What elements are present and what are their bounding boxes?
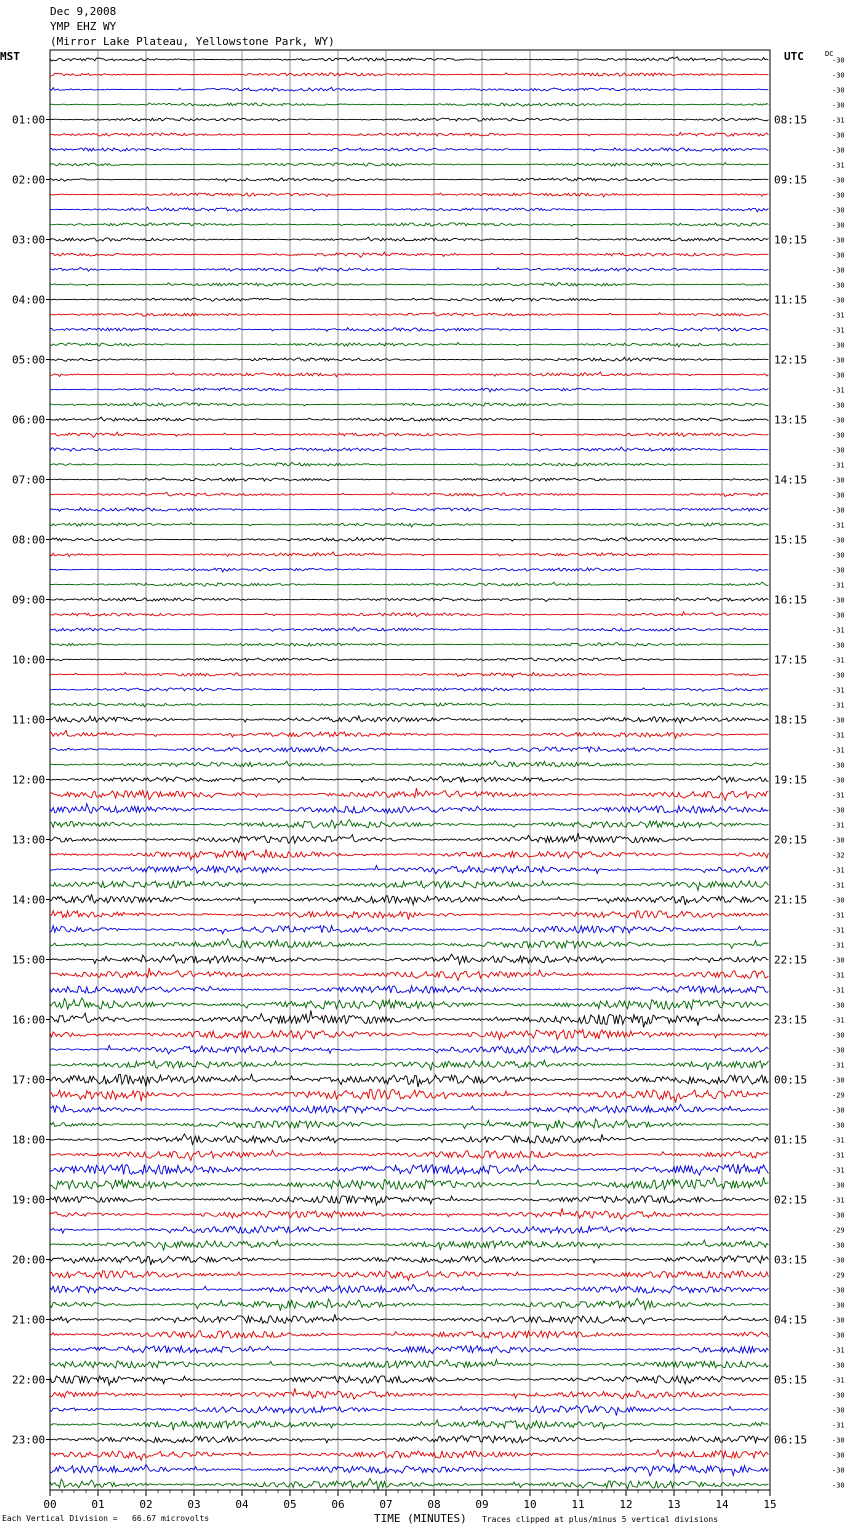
mst-time-label: 04:00	[12, 293, 46, 307]
seismic-trace	[50, 1464, 768, 1476]
seismic-trace	[50, 1196, 768, 1205]
seismic-trace	[50, 939, 768, 949]
seismic-trace	[50, 1331, 768, 1338]
utc-time-label: 14:15	[774, 473, 808, 487]
seismic-trace	[50, 568, 768, 572]
dc-offset-label: -30	[832, 176, 845, 185]
seismic-trace	[50, 57, 768, 61]
dc-offset-label: -30	[832, 1181, 845, 1190]
dc-offset-label: -30	[832, 1301, 845, 1310]
utc-time-label: 17:15	[774, 653, 808, 667]
seismic-trace	[50, 372, 768, 377]
mst-time-label: 15:00	[12, 953, 46, 967]
mst-time-label: 20:00	[12, 1253, 46, 1267]
dc-offset-label: -31	[832, 746, 845, 755]
utc-time-label: 12:15	[774, 353, 808, 367]
dc-offset-label: -31	[832, 1346, 845, 1355]
dc-offset-label: -30	[832, 611, 845, 620]
dc-offset-label: -30	[832, 1241, 845, 1250]
dc-offset-label: -30	[832, 1331, 845, 1340]
seismic-trace	[50, 658, 768, 662]
clip-note: Traces clipped at plus/minus 5 vertical divisions	[482, 1515, 719, 1524]
dc-offset-label: -30	[832, 1046, 845, 1055]
dc-offset-label: -30	[832, 341, 845, 350]
utc-time-label: 16:15	[774, 593, 808, 607]
seismic-trace	[50, 747, 768, 753]
dc-offset-label: -30	[832, 446, 845, 455]
seismic-trace	[50, 703, 768, 707]
x-tick-label: 12	[619, 1498, 633, 1511]
x-tick-label: 02	[139, 1498, 153, 1511]
seismic-trace	[50, 447, 768, 451]
seismic-trace	[50, 1388, 768, 1399]
dc-offset-label: -31	[832, 461, 845, 470]
dc-offset-label: -30	[832, 131, 845, 140]
seismic-trace	[50, 1150, 768, 1160]
dc-offset-label: -31	[832, 326, 845, 335]
mst-time-label: 06:00	[12, 413, 46, 427]
seismic-trace	[50, 403, 768, 406]
utc-time-label: 01:15	[774, 1133, 808, 1147]
utc-time-label: 00:15	[774, 1073, 808, 1087]
dc-offset-label: -30	[832, 506, 845, 515]
seismic-trace	[50, 1030, 768, 1040]
seismic-trace	[50, 132, 768, 136]
seismic-trace	[50, 148, 768, 152]
dc-offset-label: -30	[832, 1121, 845, 1130]
x-tick-label: 13	[667, 1498, 681, 1511]
seismic-trace	[50, 1177, 768, 1189]
dc-offset-label: -30	[832, 641, 845, 650]
seismic-trace	[50, 598, 768, 602]
seismic-trace	[50, 492, 768, 496]
dc-offset-label: -30	[832, 1481, 845, 1490]
dc-offset-label: -31	[832, 1136, 845, 1145]
seismic-trace	[50, 1298, 768, 1310]
dc-offset-label: -30	[832, 146, 845, 155]
utc-time-label: 18:15	[774, 713, 808, 727]
seismic-trace	[50, 478, 768, 481]
mst-time-label: 03:00	[12, 233, 46, 247]
seismic-trace	[50, 1074, 768, 1087]
x-tick-label: 04	[235, 1498, 249, 1511]
seismic-trace	[50, 432, 768, 437]
seismic-trace	[50, 178, 768, 182]
dc-offset-label: -31	[832, 821, 845, 830]
dc-offset-label: -31	[832, 626, 845, 635]
x-axis-title: TIME (MINUTES)	[374, 1512, 467, 1525]
seismic-trace	[50, 761, 768, 767]
seismic-trace	[50, 163, 768, 167]
mst-time-label: 09:00	[12, 593, 46, 607]
seismic-trace	[50, 1256, 768, 1265]
dc-offset-label: -30	[832, 1106, 845, 1115]
mst-time-label: 16:00	[12, 1013, 46, 1027]
utc-time-label: 06:15	[774, 1433, 808, 1447]
x-tick-label: 07	[379, 1498, 393, 1511]
utc-time-label: 04:15	[774, 1313, 808, 1327]
seismic-trace	[50, 986, 768, 993]
dc-offset-label: -30	[832, 1466, 845, 1475]
seismic-trace	[50, 1314, 768, 1324]
x-tick-label: 01	[91, 1498, 105, 1511]
dc-offset-label: -30	[832, 776, 845, 785]
x-tick-label: 14	[715, 1498, 729, 1511]
dc-offset-label: -30	[832, 1031, 845, 1040]
utc-time-label: 05:15	[774, 1373, 808, 1387]
seismic-trace	[50, 820, 768, 829]
dc-offset-label: -30	[832, 1211, 845, 1220]
dc-offset-label: -30	[832, 836, 845, 845]
mst-time-label: 02:00	[12, 173, 46, 187]
dc-offset-label: -30	[832, 281, 845, 290]
dc-offset-label: -30	[832, 896, 845, 905]
dc-offset-label: -32	[832, 851, 845, 860]
dc-offset-label: -30	[832, 251, 845, 260]
x-tick-label: 11	[571, 1498, 585, 1511]
dc-offset-label: -31	[832, 791, 845, 800]
utc-time-label: 13:15	[774, 413, 808, 427]
seismic-trace	[50, 881, 768, 891]
seismic-trace	[50, 237, 768, 241]
dc-offset-label: -30	[832, 71, 845, 80]
dc-offset-title: DC	[825, 50, 834, 58]
mst-time-label: 14:00	[12, 893, 46, 907]
dc-offset-label: -31	[832, 911, 845, 920]
dc-offset-label: -30	[832, 956, 845, 965]
dc-offset-label: -30	[832, 566, 845, 575]
seismic-trace	[50, 1359, 768, 1368]
dc-offset-label: -30	[832, 401, 845, 410]
seismic-trace	[50, 926, 768, 934]
dc-offset-label: -31	[832, 311, 845, 320]
x-tick-label: 08	[427, 1498, 441, 1511]
seismic-trace	[50, 1479, 768, 1490]
utc-time-label: 02:15	[774, 1193, 808, 1207]
mst-time-label: 18:00	[12, 1133, 46, 1147]
scale-note: Each Vertical Division = 66.67 microvolts	[2, 1514, 210, 1523]
seismic-trace	[50, 612, 768, 617]
utc-time-label: 10:15	[774, 233, 808, 247]
seismic-trace	[50, 804, 768, 813]
dc-offset-label: -30	[832, 1286, 845, 1295]
dc-offset-label: -30	[832, 206, 845, 215]
seismic-trace	[50, 716, 768, 723]
dc-offset-label: -30	[832, 476, 845, 485]
dc-offset-label: -30	[832, 221, 845, 230]
dc-offset-label: -30	[832, 236, 845, 245]
seismic-trace	[50, 1010, 768, 1027]
dc-offset-label: -31	[832, 116, 845, 125]
seismic-trace	[50, 1450, 768, 1461]
dc-offset-label: -31	[832, 686, 845, 695]
seismic-trace	[50, 849, 768, 860]
seismic-trace	[50, 1060, 768, 1070]
seismic-trace	[50, 788, 768, 800]
mst-time-label: 08:00	[12, 533, 46, 547]
seismic-trace	[50, 730, 768, 738]
dc-offset-label: -31	[832, 1016, 845, 1025]
dc-offset-label: -30	[832, 761, 845, 770]
seismic-trace	[50, 1420, 768, 1430]
seismic-trace	[50, 1089, 768, 1102]
mst-time-label: 17:00	[12, 1073, 46, 1087]
seismic-trace	[50, 1119, 768, 1131]
seismic-trace	[50, 582, 768, 586]
dc-offset-label: -31	[832, 866, 845, 875]
dc-offset-label: -31	[832, 1196, 845, 1205]
seismic-trace	[50, 1271, 768, 1281]
utc-time-label: 22:15	[774, 953, 808, 967]
seismic-trace	[50, 627, 768, 631]
dc-offset-label: -31	[832, 986, 845, 995]
seismic-trace	[50, 87, 768, 91]
seismic-trace	[50, 1240, 768, 1250]
station-location: (Mirror Lake Plateau, Yellowstone Park, WY)	[50, 35, 335, 48]
seismic-trace	[50, 1104, 768, 1113]
mst-time-label: 01:00	[12, 113, 46, 127]
utc-time-label: 15:15	[774, 533, 808, 547]
seismic-trace	[50, 1406, 768, 1416]
seismic-trace	[50, 968, 768, 980]
dc-offset-label: -31	[832, 731, 845, 740]
dc-offset-label: -30	[832, 536, 845, 545]
seismic-trace	[50, 643, 768, 647]
dc-offset-label: -29	[832, 1091, 845, 1100]
dc-offset-label: -31	[832, 971, 845, 980]
utc-time-label: 20:15	[774, 833, 808, 847]
seismic-trace	[50, 73, 768, 76]
seismic-trace	[50, 267, 768, 271]
dc-offset-label: -30	[832, 671, 845, 680]
seismic-trace	[50, 1208, 768, 1219]
x-tick-label: 05	[283, 1498, 297, 1511]
utc-time-label: 23:15	[774, 1013, 808, 1027]
seismic-trace	[50, 312, 768, 316]
chart-date: Dec 9,2008	[50, 5, 117, 18]
seismic-trace	[50, 388, 768, 392]
dc-offset-label: -30	[832, 716, 845, 725]
mst-axis-title: MST	[0, 50, 20, 63]
x-tick-label: 10	[523, 1498, 537, 1511]
mst-time-label: 21:00	[12, 1313, 46, 1327]
dc-offset-label: -30	[832, 371, 845, 380]
dc-offset-label: -30	[832, 1256, 845, 1265]
seismic-trace	[50, 672, 768, 677]
dc-offset-label: -30	[832, 191, 845, 200]
dc-offset-label: -30	[832, 296, 845, 305]
mst-time-label: 13:00	[12, 833, 46, 847]
dc-offset-label: -31	[832, 1166, 845, 1175]
dc-offset-label: -31	[832, 1421, 845, 1430]
seismic-trace	[50, 417, 768, 421]
seismic-trace	[50, 193, 768, 197]
seismic-trace	[50, 343, 768, 348]
seismic-trace	[50, 523, 768, 527]
dc-offset-label: -31	[832, 1061, 845, 1070]
dc-offset-label: -31	[832, 1376, 845, 1385]
dc-offset-label: -30	[832, 266, 845, 275]
seismic-trace	[50, 357, 768, 361]
mst-time-label: 11:00	[12, 713, 46, 727]
seismic-trace	[50, 954, 768, 964]
seismic-trace	[50, 1376, 768, 1385]
plot-frame	[50, 50, 770, 1490]
dc-offset-label: -30	[832, 1316, 845, 1325]
seismic-trace	[50, 328, 768, 332]
seismic-trace	[50, 1346, 768, 1354]
dc-offset-label: -31	[832, 161, 845, 170]
dc-offset-label: -31	[832, 926, 845, 935]
seismic-trace	[50, 283, 768, 287]
seismic-trace	[50, 103, 768, 106]
utc-time-label: 03:15	[774, 1253, 808, 1267]
dc-offset-label: -31	[832, 941, 845, 950]
dc-offset-label: -31	[832, 656, 845, 665]
utc-time-label: 09:15	[774, 173, 808, 187]
mst-time-label: 22:00	[12, 1373, 46, 1387]
dc-offset-label: -30	[832, 86, 845, 95]
mst-time-label: 19:00	[12, 1193, 46, 1207]
seismic-trace	[50, 776, 768, 783]
x-tick-label: 06	[331, 1498, 345, 1511]
dc-offset-label: -30	[832, 101, 845, 110]
dc-offset-label: -30	[832, 416, 845, 425]
dc-offset-label: -30	[832, 1391, 845, 1400]
seismic-trace	[50, 252, 768, 257]
dc-offset-label: -30	[832, 356, 845, 365]
dc-offset-label: -30	[832, 596, 845, 605]
dc-offset-label: -31	[832, 881, 845, 890]
dc-offset-label: -29	[832, 1226, 845, 1235]
utc-time-label: 19:15	[774, 773, 808, 787]
dc-offset-label: -29	[832, 1271, 845, 1280]
mst-time-label: 23:00	[12, 1433, 46, 1447]
seismic-trace	[50, 833, 768, 843]
seismic-trace	[50, 911, 768, 920]
x-tick-label: 15	[763, 1498, 777, 1511]
seismic-trace	[50, 894, 768, 905]
mst-time-label: 05:00	[12, 353, 46, 367]
seismic-trace	[50, 1134, 768, 1144]
dc-offset-label: -30	[832, 491, 845, 500]
seismic-trace	[50, 223, 768, 226]
seismic-trace	[50, 298, 768, 301]
utc-time-label: 21:15	[774, 893, 808, 907]
dc-offset-label: -31	[832, 386, 845, 395]
seismic-trace	[50, 207, 768, 212]
x-tick-label: 00	[43, 1498, 57, 1511]
seismic-trace	[50, 118, 768, 121]
dc-offset-label: -30	[832, 56, 845, 65]
dc-offset-label: -30	[832, 1451, 845, 1460]
dc-offset-label: -31	[832, 701, 845, 710]
dc-offset-label: -31	[832, 581, 845, 590]
utc-time-label: 11:15	[774, 293, 808, 307]
seismic-trace	[50, 998, 768, 1010]
dc-offset-label: -30	[832, 806, 845, 815]
station-code: YMP EHZ WY	[50, 20, 117, 33]
seismic-trace	[50, 1436, 768, 1443]
dc-offset-label: -30	[832, 431, 845, 440]
dc-offset-label: -30	[832, 1361, 845, 1370]
mst-time-label: 07:00	[12, 473, 46, 487]
seismic-trace	[50, 537, 768, 541]
dc-offset-label: -30	[832, 1406, 845, 1415]
mst-time-label: 10:00	[12, 653, 46, 667]
utc-axis-title: UTC	[784, 50, 804, 63]
dc-offset-label: -30	[832, 1076, 845, 1085]
x-tick-label: 09	[475, 1498, 489, 1511]
seismic-trace	[50, 688, 768, 691]
dc-offset-label: -31	[832, 521, 845, 530]
dc-offset-label: -30	[832, 1001, 845, 1010]
seismic-trace	[50, 1226, 768, 1233]
seismic-trace	[50, 552, 768, 557]
seismic-trace	[50, 1284, 768, 1293]
mst-time-label: 12:00	[12, 773, 46, 787]
dc-offset-label: -30	[832, 1436, 845, 1445]
dc-offset-label: -30	[832, 551, 845, 560]
x-tick-label: 03	[187, 1498, 201, 1511]
dc-offset-label: -31	[832, 1151, 845, 1160]
seismic-trace	[50, 1045, 768, 1053]
utc-time-label: 08:15	[774, 113, 808, 127]
seismic-trace	[50, 866, 768, 874]
seismic-trace	[50, 1164, 768, 1175]
seismic-trace	[50, 463, 768, 467]
seismic-trace	[50, 508, 768, 512]
